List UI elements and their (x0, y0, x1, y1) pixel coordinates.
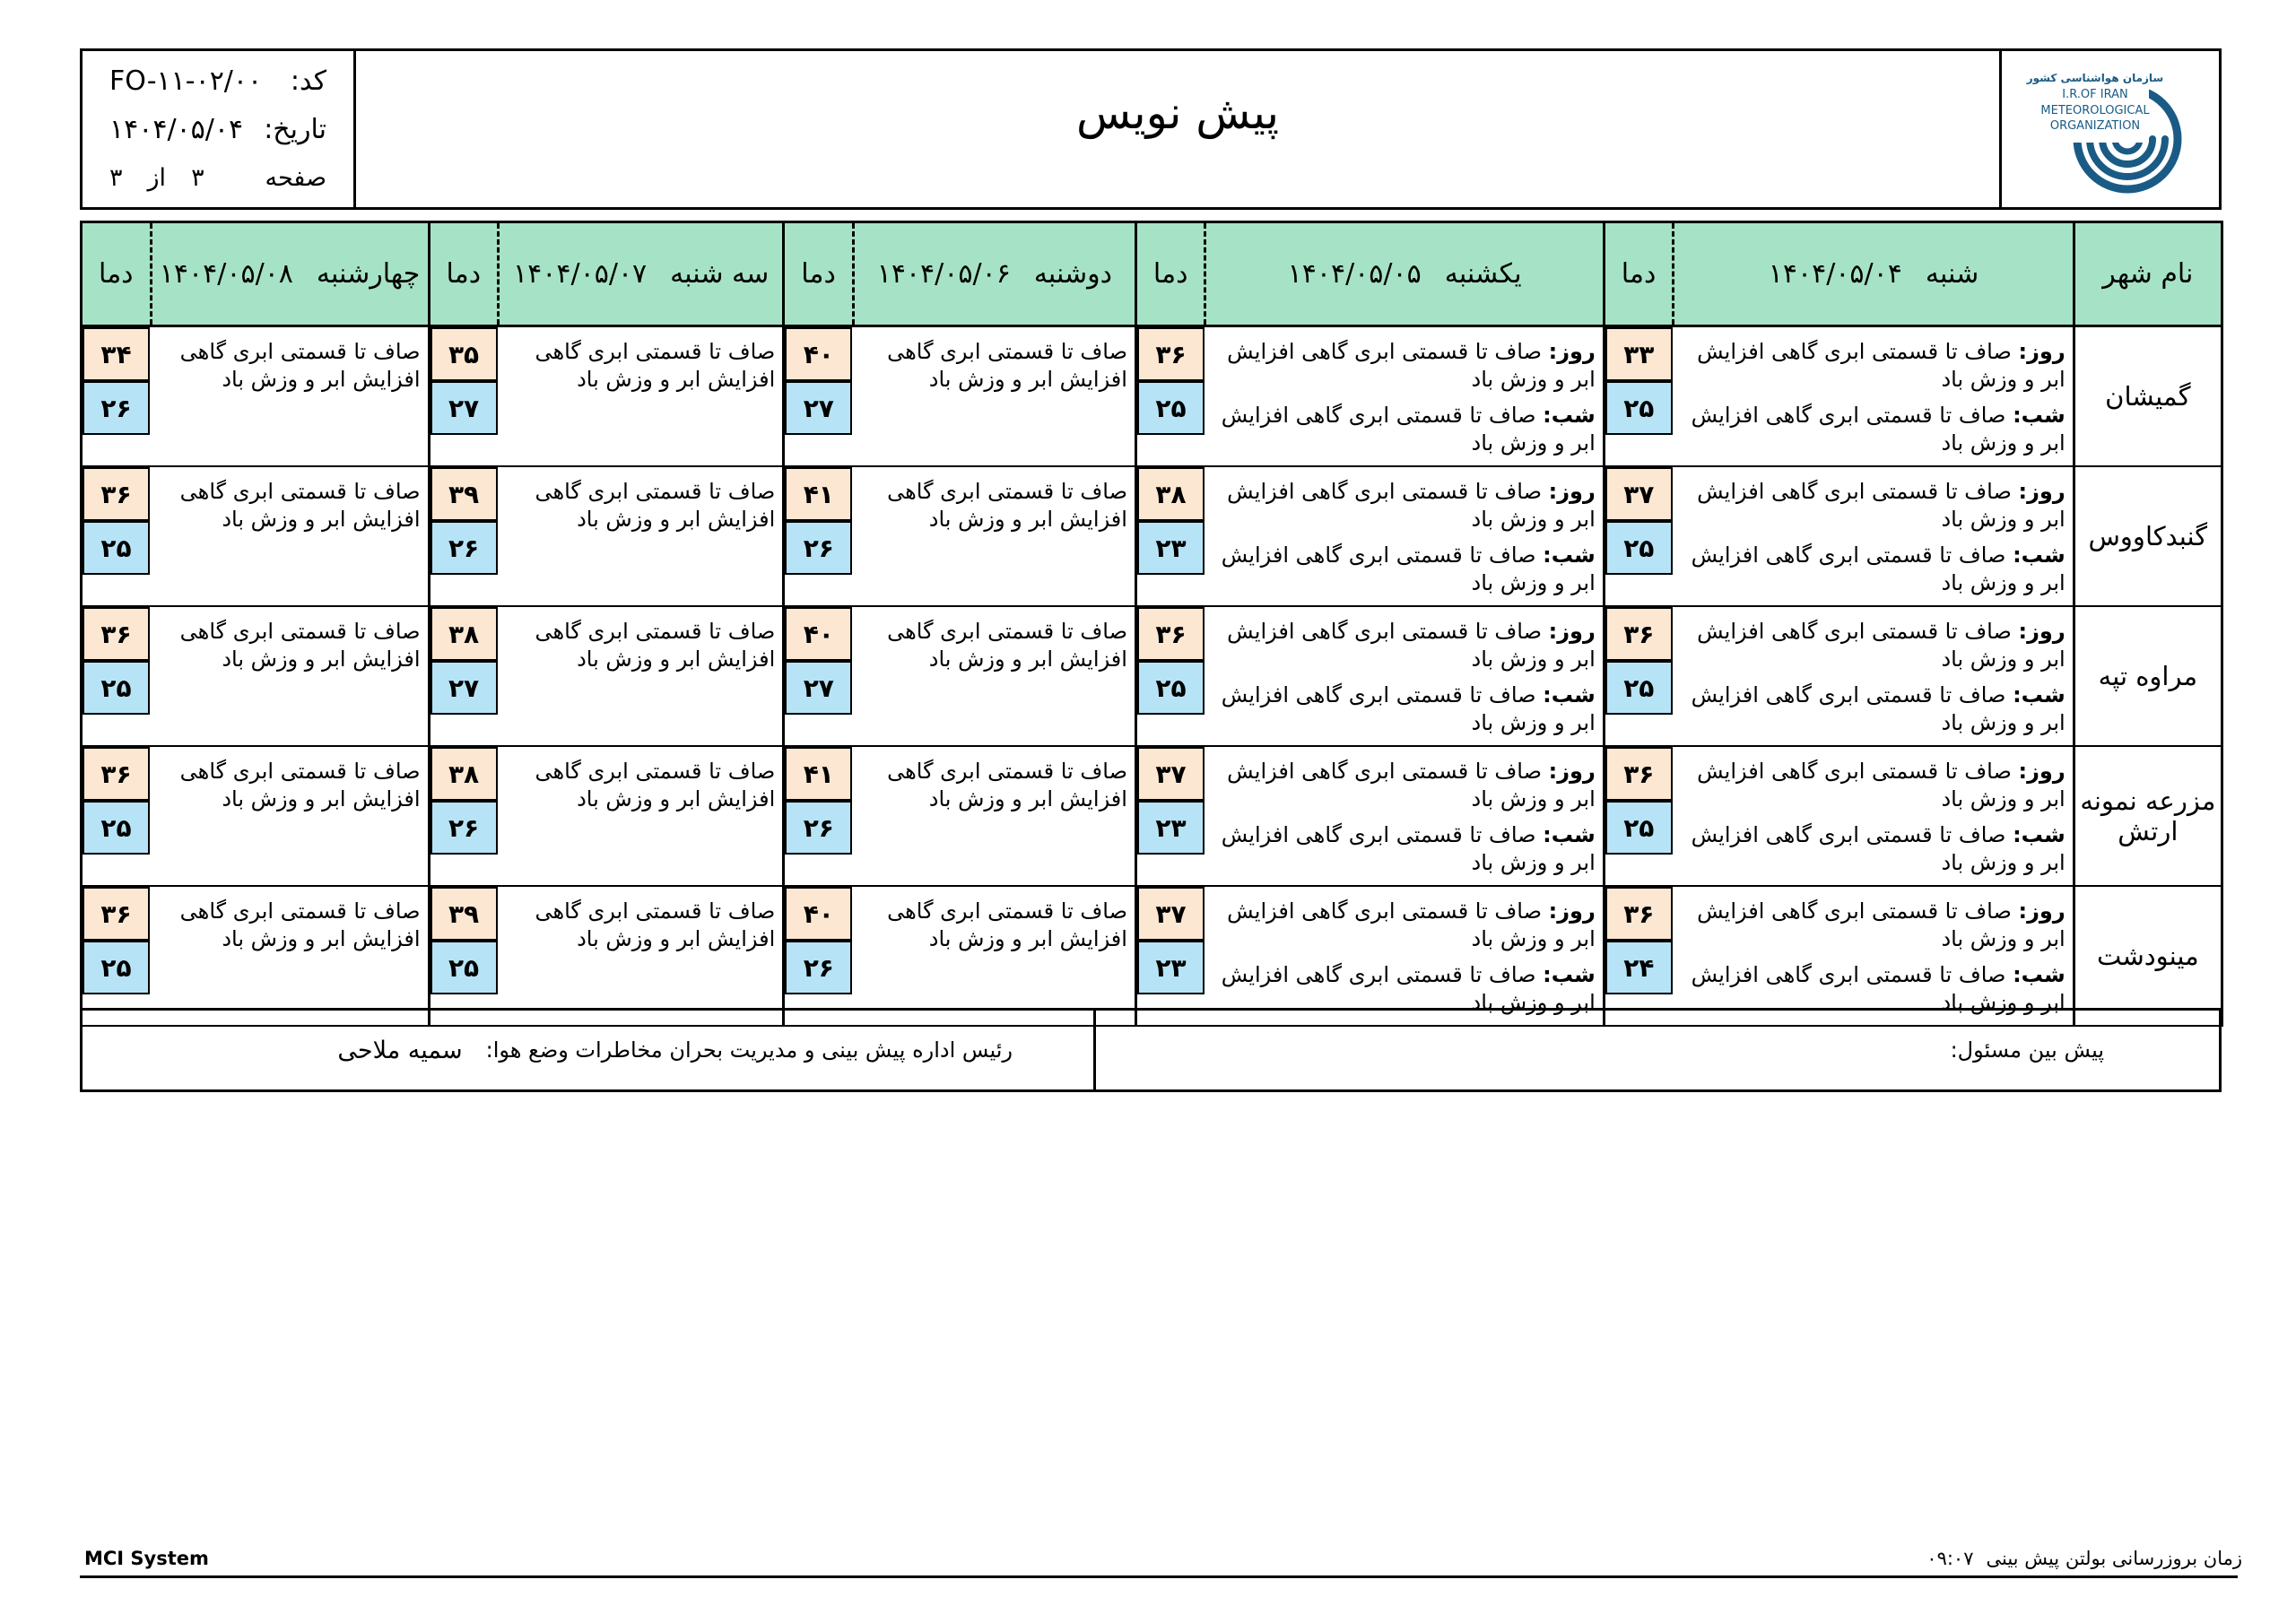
forecast-text: صاف تا قسمتی ابری گاهی افزایش ابر و وزش باد (887, 898, 1127, 951)
city-column-header: نام شهر (2074, 222, 2222, 326)
day-label: روز: (2018, 479, 2066, 504)
day-header (1205, 222, 1604, 326)
max-temperature: ۳۸ (430, 607, 498, 661)
forecast-description (853, 886, 1135, 1026)
temp-column-header: دما (784, 222, 854, 326)
forecast-text: صاف تا قسمتی ابری گاهی افزایش ابر و وزش باد (1221, 962, 1596, 1015)
temperature-cell (784, 886, 854, 1026)
day-label: روز: (2018, 339, 2066, 364)
day-name: شنبه (1925, 258, 1979, 290)
temperature-cell (784, 746, 854, 886)
day-forecast (1213, 338, 1596, 394)
page-title: پیش نویس (1075, 87, 1280, 139)
system-name: MCI System (84, 1548, 209, 1569)
temp-column-header: دما (1604, 222, 1674, 326)
temperature-cell (784, 606, 854, 746)
chief-label: رئیس اداره پیش بینی و مدیریت بحران مخاطرات وضع هوا: (485, 1037, 1013, 1063)
temp-column-header: دما (1135, 222, 1205, 326)
night-forecast (1213, 821, 1596, 877)
night-label: شب: (2013, 962, 2066, 987)
min-temperature: ۲۳ (1137, 941, 1205, 994)
night-label: شب: (1543, 962, 1596, 987)
temperature-cell (429, 326, 499, 467)
temperature-cell (82, 466, 152, 606)
city-name: مراوه تپه (2074, 606, 2222, 746)
footer-divider (80, 1575, 2238, 1578)
day-label: روز: (2018, 898, 2066, 924)
day-name: یکشنبه (1444, 258, 1522, 290)
page-label: صفحه (265, 163, 326, 192)
night-forecast (1681, 681, 2066, 737)
temperature-cell (429, 466, 499, 606)
night-forecast (1213, 402, 1596, 457)
max-temperature: ۴۰ (785, 887, 852, 941)
signature-bar (80, 1008, 2222, 1092)
forecast-text: صاف تا قسمتی ابری گاهی افزایش ابر و وزش باد (535, 898, 776, 951)
page-total: ۳ (109, 163, 123, 192)
min-temperature: ۲۵ (83, 801, 150, 855)
forecast-text: صاف تا قسمتی ابری گاهی افزایش ابر و وزش باد (887, 619, 1127, 672)
min-temperature: ۲۶ (785, 941, 852, 994)
min-temperature: ۲۴ (1605, 941, 1673, 994)
forecast-text: صاف تا قسمتی ابری گاهی افزایش ابر و وزش باد (1221, 542, 1596, 595)
day-date: ۱۴۰۴/۰۵/۰۸ (159, 258, 293, 290)
max-temperature: ۳۵ (430, 327, 498, 381)
day-name: دوشنبه (1033, 258, 1113, 290)
min-temperature: ۲۵ (83, 941, 150, 994)
forecast-text: صاف تا قسمتی ابری گاهی افزایش ابر و وزش باد (1221, 682, 1596, 735)
temperature-cell (1135, 326, 1205, 467)
temperature-cell (1604, 746, 1674, 886)
day-forecast (1681, 758, 2066, 813)
min-temperature: ۲۵ (1605, 801, 1673, 855)
max-temperature: ۳۶ (1605, 747, 1673, 801)
forecast-text: صاف تا قسمتی ابری گاهی افزایش ابر و وزش باد (887, 479, 1127, 532)
temperature-cell (784, 326, 854, 467)
day-label: روز: (1548, 619, 1596, 644)
forecast-description (499, 326, 784, 467)
max-temperature: ۳۹ (430, 467, 498, 521)
min-temperature: ۲۵ (1137, 661, 1205, 715)
code-label: کد: (290, 65, 326, 97)
page-row (109, 155, 326, 200)
night-label: شب: (1543, 403, 1596, 428)
night-forecast (1681, 402, 2066, 457)
day-forecast (1213, 898, 1596, 953)
city-name: گمیشان (2074, 326, 2222, 467)
min-temperature: ۲۵ (83, 661, 150, 715)
forecast-description (853, 606, 1135, 746)
date-value: ۱۴۰۴/۰۵/۰۴ (109, 113, 244, 145)
day-name: چهارشنبه (316, 258, 421, 290)
max-temperature: ۳۶ (83, 467, 150, 521)
forecast-text: صاف تا قسمتی ابری گاهی افزایش ابر و وزش باد (1221, 822, 1596, 875)
page-number (109, 164, 204, 192)
max-temperature: ۳۶ (83, 607, 150, 661)
forecast-text: صاف تا قسمتی ابری گاهی افزایش ابر و وزش باد (179, 898, 421, 951)
logo-text-en-1: I.R.OF IRAN (2062, 88, 2128, 101)
forecast-text: صاف تا قسمتی ابری گاهی افزایش ابر و وزش باد (1697, 759, 2066, 812)
min-temperature: ۲۵ (1605, 381, 1673, 435)
forecast-description (151, 746, 429, 886)
forecast-description (1205, 746, 1604, 886)
document-header (80, 48, 2222, 210)
forecast-description (853, 746, 1135, 886)
max-temperature: ۳۶ (1605, 607, 1673, 661)
min-temperature: ۲۳ (1137, 521, 1205, 575)
date-label: تاریخ: (264, 113, 326, 145)
temperature-cell (1135, 606, 1205, 746)
forecast-text: صاف تا قسمتی ابری گاهی افزایش ابر و وزش باد (1697, 479, 2066, 532)
forecast-description (499, 606, 784, 746)
min-temperature: ۲۷ (785, 661, 852, 715)
max-temperature: ۴۱ (785, 747, 852, 801)
night-label: شب: (1543, 822, 1596, 847)
min-temperature: ۲۶ (785, 801, 852, 855)
day-date: ۱۴۰۴/۰۵/۰۴ (1768, 258, 1902, 290)
max-temperature: ۳۳ (1605, 327, 1673, 381)
max-temperature: ۳۶ (1137, 327, 1205, 381)
city-name: مینودشت (2074, 886, 2222, 1026)
forecast-text: صاف تا قسمتی ابری گاهی افزایش ابر و وزش باد (1697, 339, 2066, 392)
forecast-text: صاف تا قسمتی ابری گاهی افزایش ابر و وزش باد (535, 479, 776, 532)
table-row (82, 886, 2222, 1026)
day-forecast (1681, 338, 2066, 394)
day-name: سه شنبه (670, 258, 770, 290)
day-forecast (1681, 618, 2066, 673)
forecaster-cell (1093, 1011, 2219, 1089)
city-name: مزرعه نمونه ارتش (2074, 746, 2222, 886)
max-temperature: ۳۴ (83, 327, 150, 381)
update-info (1926, 1548, 2242, 1569)
forecast-text: صاف تا قسمتی ابری گاهی افزایش ابر و وزش باد (1227, 479, 1596, 532)
forecast-description (151, 886, 429, 1026)
forecaster-label: پیش بین مسئول: (1950, 1037, 2104, 1063)
max-temperature: ۳۸ (430, 747, 498, 801)
min-temperature: ۲۵ (430, 941, 498, 994)
temperature-cell (784, 466, 854, 606)
city-name: گنبدکاووس (2074, 466, 2222, 606)
min-temperature: ۲۵ (1137, 381, 1205, 435)
logo-text-fa: سازمان هواشناسی کشور (2026, 72, 2164, 84)
temp-column-header: دما (82, 222, 152, 326)
temperature-cell (429, 606, 499, 746)
title-cell (356, 51, 1999, 207)
forecast-text: صاف تا قسمتی ابری گاهی افزایش ابر و وزش باد (535, 339, 776, 392)
min-temperature: ۲۷ (430, 661, 498, 715)
page-of-word: از (147, 163, 167, 192)
forecast-description (499, 746, 784, 886)
temperature-cell (82, 886, 152, 1026)
update-label: زمان بروزرسانی بولتن پیش بینی (1986, 1548, 2242, 1569)
forecast-description (1205, 886, 1604, 1026)
temperature-cell (1135, 466, 1205, 606)
forecast-text: صاف تا قسمتی ابری گاهی افزایش ابر و وزش باد (179, 339, 421, 392)
night-label: شب: (2013, 682, 2066, 707)
max-temperature: ۳۷ (1137, 887, 1205, 941)
code-row (109, 58, 326, 103)
forecast-text: صاف تا قسمتی ابری گاهی افزایش ابر و وزش باد (1227, 339, 1596, 392)
day-forecast (1213, 618, 1596, 673)
chief-name: سمیه ملاحی (337, 1036, 463, 1064)
table-row (82, 746, 2222, 886)
temperature-cell (429, 746, 499, 886)
forecast-text: صاف تا قسمتی ابری گاهی افزایش ابر و وزش باد (179, 619, 421, 672)
day-label: روز: (2018, 619, 2066, 644)
night-forecast (1681, 542, 2066, 597)
day-label: روز: (1548, 339, 1596, 364)
temperature-cell (1604, 606, 1674, 746)
temperature-cell (1135, 886, 1205, 1026)
table-row (82, 466, 2222, 606)
night-forecast (1681, 821, 2066, 877)
temp-column-header: دما (429, 222, 499, 326)
min-temperature: ۲۷ (430, 381, 498, 435)
forecast-text: صاف تا قسمتی ابری گاهی افزایش ابر و وزش باد (1691, 962, 2066, 1015)
forecast-text: صاف تا قسمتی ابری گاهی افزایش ابر و وزش باد (1227, 898, 1596, 951)
forecast-text: صاف تا قسمتی ابری گاهی افزایش ابر و وزش باد (1691, 682, 2066, 735)
max-temperature: ۴۱ (785, 467, 852, 521)
forecast-description (1205, 466, 1604, 606)
max-temperature: ۳۷ (1605, 467, 1673, 521)
meteorological-organization-logo (2002, 51, 2213, 207)
max-temperature: ۳۶ (1605, 887, 1673, 941)
night-label: شب: (2013, 822, 2066, 847)
temperature-cell (1604, 326, 1674, 467)
temperature-cell (82, 606, 152, 746)
code-value: FO-۱۱-۰۲/۰۰ (109, 65, 263, 97)
max-temperature: ۳۷ (1137, 747, 1205, 801)
forecast-description (499, 886, 784, 1026)
min-temperature: ۲۷ (785, 381, 852, 435)
date-row (109, 107, 326, 152)
forecast-description (499, 466, 784, 606)
min-temperature: ۲۳ (1137, 801, 1205, 855)
forecast-text: صاف تا قسمتی ابری گاهی افزایش ابر و وزش باد (535, 619, 776, 672)
forecast-description (1674, 326, 2074, 467)
day-forecast (1681, 898, 2066, 953)
max-temperature: ۳۸ (1137, 467, 1205, 521)
night-label: شب: (1543, 682, 1596, 707)
day-date: ۱۴۰۴/۰۵/۰۶ (876, 258, 1011, 290)
forecast-text: صاف تا قسمتی ابری گاهی افزایش ابر و وزش باد (887, 339, 1127, 392)
min-temperature: ۲۶ (83, 381, 150, 435)
night-forecast (1213, 681, 1596, 737)
max-temperature: ۳۶ (1137, 607, 1205, 661)
forecast-text: صاف تا قسمتی ابری گاهی افزایش ابر و وزش باد (1697, 898, 2066, 951)
day-date: ۱۴۰۴/۰۵/۰۷ (513, 258, 648, 290)
table-row (82, 606, 2222, 746)
chief-cell (83, 1011, 1093, 1089)
temperature-cell (82, 746, 152, 886)
day-forecast (1681, 478, 2066, 534)
forecast-description (1674, 746, 2074, 886)
forecast-description (853, 466, 1135, 606)
temperature-cell (429, 886, 499, 1026)
temperature-cell (1604, 886, 1674, 1026)
night-label: شب: (2013, 542, 2066, 568)
page-current: ۳ (191, 163, 204, 192)
forecast-description (1674, 886, 2074, 1026)
document-meta (83, 51, 356, 207)
forecast-text: صاف تا قسمتی ابری گاهی افزایش ابر و وزش باد (1691, 542, 2066, 595)
max-temperature: ۳۶ (83, 747, 150, 801)
day-header (853, 222, 1135, 326)
forecast-text: صاف تا قسمتی ابری گاهی افزایش ابر و وزش باد (1691, 403, 2066, 456)
forecast-text: صاف تا قسمتی ابری گاهی افزایش ابر و وزش باد (1697, 619, 2066, 672)
forecast-description (151, 326, 429, 467)
forecast-text: صاف تا قسمتی ابری گاهی افزایش ابر و وزش باد (179, 759, 421, 812)
max-temperature: ۳۹ (430, 887, 498, 941)
temperature-cell (1604, 466, 1674, 606)
day-date: ۱۴۰۴/۰۵/۰۵ (1287, 258, 1422, 290)
day-label: روز: (1548, 759, 1596, 784)
forecast-description (1674, 606, 2074, 746)
min-temperature: ۲۵ (1605, 521, 1673, 575)
min-temperature: ۲۵ (1605, 661, 1673, 715)
forecast-text: صاف تا قسمتی ابری گاهی افزایش ابر و وزش باد (535, 759, 776, 812)
forecast-description (1674, 466, 2074, 606)
night-label: شب: (1543, 542, 1596, 568)
min-temperature: ۲۶ (430, 521, 498, 575)
forecast-description (151, 466, 429, 606)
forecast-text: صاف تا قسمتی ابری گاهی افزایش ابر و وزش باد (1691, 822, 2066, 875)
logo-cell (1999, 51, 2219, 207)
forecast-text: صاف تا قسمتی ابری گاهی افزایش ابر و وزش باد (1227, 619, 1596, 672)
max-temperature: ۴۰ (785, 607, 852, 661)
update-time: ۰۹:۰۷ (1926, 1548, 1974, 1569)
forecast-description (1205, 606, 1604, 746)
day-forecast (1213, 758, 1596, 813)
max-temperature: ۳۶ (83, 887, 150, 941)
min-temperature: ۲۶ (430, 801, 498, 855)
min-temperature: ۲۵ (83, 521, 150, 575)
day-forecast (1213, 478, 1596, 534)
day-header (1674, 222, 2074, 326)
night-label: شب: (2013, 403, 2066, 428)
day-label: روز: (1548, 898, 1596, 924)
forecast-description (1205, 326, 1604, 467)
logo-text-en-2: METEOROLOGICAL (2040, 104, 2150, 117)
day-header (151, 222, 429, 326)
day-label: روز: (2018, 759, 2066, 784)
forecast-description (151, 606, 429, 746)
table-row (82, 326, 2222, 467)
forecast-description (853, 326, 1135, 467)
night-forecast (1213, 542, 1596, 597)
temperature-cell (1135, 746, 1205, 886)
table-header-row (82, 222, 2222, 326)
day-header (499, 222, 784, 326)
forecast-text: صاف تا قسمتی ابری گاهی افزایش ابر و وزش باد (179, 479, 421, 532)
forecast-table (80, 221, 2223, 1027)
day-label: روز: (1548, 479, 1596, 504)
max-temperature: ۴۰ (785, 327, 852, 381)
forecast-text: صاف تا قسمتی ابری گاهی افزایش ابر و وزش باد (887, 759, 1127, 812)
temperature-cell (82, 326, 152, 467)
logo-text-en-3: ORGANIZATION (2049, 119, 2141, 133)
forecast-text: صاف تا قسمتی ابری گاهی افزایش ابر و وزش باد (1221, 403, 1596, 456)
min-temperature: ۲۶ (785, 521, 852, 575)
forecast-text: صاف تا قسمتی ابری گاهی افزایش ابر و وزش باد (1227, 759, 1596, 812)
